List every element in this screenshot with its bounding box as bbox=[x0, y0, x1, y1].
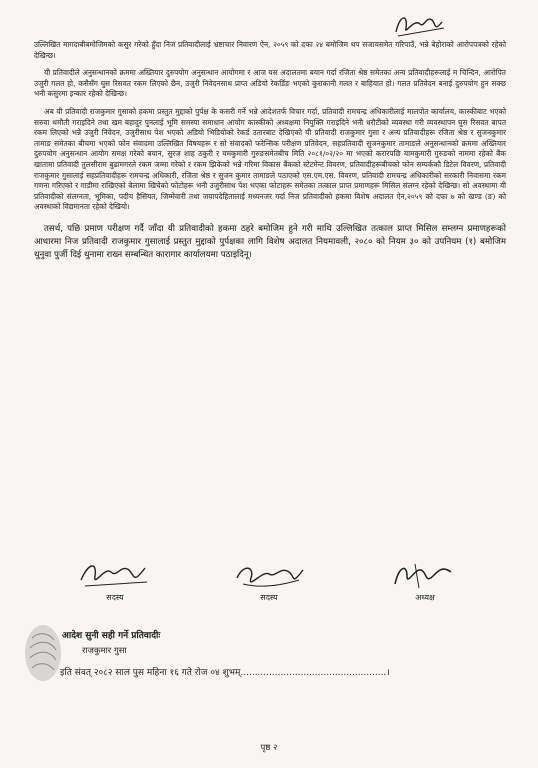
acknowledgement-heading: आदेश सुनी सही गर्ने प्रतिवादीः bbox=[62, 631, 161, 641]
defendant-name: राजकुमार गुसा bbox=[82, 646, 127, 656]
signature-row bbox=[0, 560, 538, 620]
signature-member-left bbox=[70, 560, 160, 603]
handwritten-signature-left bbox=[75, 560, 155, 592]
signature-label-center: सदस्य bbox=[260, 593, 278, 602]
paragraph-3: अब यी प्रतिवादी राजकुमार गुसाको हकमा प्रस्तुत मुद्दाको पुर्पक्ष के कसरी गर्ने भन्ने आदेशतर्फ विचार गर्दा, प्रतिवादी रामचन्द्र अधिकारीलाई मालपोत कार्यालय, कास्कीबाट भएको सरुवा थमौती गराइदिने तथा खम बहादुर पुनलाई भूमि समस्या समाधान आयोग कास्कीको अध्यक्षमा नियुक्ति गराइदिने भनी धरौटीको व्यवस्था गरी व्यवस्थापन घुस रिसवत बापत रकम लिएको भन्ने उजुरी निवेदन, उजुरीसाथ पेश भएको अडियो भिडियोको रेकर्ड उतारबाट देखिएको यी प्रतिवादी राजकुमार गुसा र अन्य प्रतिवादीहरू रजिता श्रेष्ठ र सुजनकुमार तामाङ समेतका बीचमा भएको फोन संवादमा उल्लिखित विषयहरू र सो संवादको फरेन्सिक परीक्षण प्रतिवेदन, सहप्रतिवादी सुजनकुमार तामाङले अनुसन्धानको क्रममा अख्तियार दुरुपयोग अनुसन्धान आयोग समक्ष गरेको बयान, सुरज शाह ठकुरी र यमकुमारी गुरुङसमेतबीच मिति २०८१/०२/२० मा भएको करारपछि यामकुमारी गुरुङको नाममा रहेको बैंक खातामा प्रतिवादी तुलसीराम बुढामगरले रकम जम्मा गरेको र रकम झिकेको भन्ने गरिमा विकास बैंकको स्टेटमेन्ट विवरण, प्रतिवादीहरूबीचको फोन सम्पर्ककौ डिटेल विवरण, प्रतिवादी राजकुमार गुसालाई सहप्रतिवादीहरू रामचन्द्र अधिकारी, रजिता श्रेष्ठ र सुजन कुमार तामाङले पठाएको एस.एम.एस. विवरण, प्रतिवादी रामचन्द्र अधिकारीको सरकारी निवासमा रकम गणना गरिएको र गाडीमा राखिएको बेलामा खिचेको फोटोहरू भनी उजुरीसाथ पेश भएका फोटाहरू समेतका तत्काल प्राप्त प्रमाणहरू मिसिल संलग्न रहेको देखिन्छ। सो अवस्थामा यी प्रतिवादीको संलग्नता, भूमिका, पदीय हैसियत, जिम्मेवारी तथा जयापदेहितालाई मध्यनजर गर्दा निज प्रतिवादीको हकमा विशेष अदालत ऐन,२०५९ को दफा ७ को खण्ड (ङ) को अवस्थाको विद्यमानता रहेको देखियो। bbox=[34, 106, 506, 212]
date-line: इति संवत् २०८२ साल पुस महिना १६ गते रोज ०४ शुभम्...................................................। bbox=[60, 668, 390, 678]
signature-label-left: सदस्य bbox=[106, 593, 124, 602]
handwritten-signature-right bbox=[385, 560, 465, 592]
final-order-paragraph: तसर्थ, पछि प्रमाण परीक्षण गर्दै जाँदा यी प्रतिवादीको हकमा ठहरे बमोजिम हुने गरी माथि उल्लिखित तत्काल प्राप्त मिसिल सम्लग्न प्रमाणहरूको आधारमा निज प्रतिवादी राजकुमार गुसालाई प्रस्तुत मुद्दाको पुर्पक्षका लागि विशेष अदालत नियमावली, २०८० को नियम ३० को उपनियम (१) बमोजिम थुनुवा पुर्जी दिई थुनामा राख्न सम्बन्धित कारागार कार्यालयमा पठाइदिनू। bbox=[34, 223, 506, 260]
signature-chair bbox=[380, 560, 470, 603]
top-signature-mark bbox=[390, 10, 450, 40]
order-body bbox=[34, 40, 506, 268]
handwritten-signature-center bbox=[229, 560, 309, 592]
paragraph-1: उल्लिखित मागदाबीबमोजिमको कसुर गरेको हुँदा निज प्रतिवादीलाई भ्रष्टाचार निवारण ऐन, २०५९ को दफा २४ बमोजिम थप सजायसमेत गरिपाउँ, भन्ने बेहोराको आरोपपत्रको रहेको देखिन्छ। bbox=[34, 40, 506, 60]
paragraph-2: यी प्रतिवादीले अनुसन्धानको क्रममा अख्तियार दुरुपयोग अनुसन्धान आयोगमा र आज यस अदालतमा बयान गर्दा रजिता श्रेष्ठ समेतका अन्य प्रतिवादीहरूलाई म चिन्दिन, आरोपित उजुरी गलत हो, कसैसँग घुस रिसवत रकम लिएको छैन, उजुरी निवेदनसाथ प्राप्त अडियो रेकर्डिङ भएको कुराकानी गलत र बाहियात हो। गलत प्रतिवेदन बनाई दुरुपयोग हुन सक्छ भनी कसुरमा इन्कार रहेको देखिन्छ। bbox=[34, 68, 506, 99]
page-number: पृष्ठ २ bbox=[260, 743, 278, 753]
signature-member-center bbox=[224, 560, 314, 603]
signature-label-right: अध्यक्ष bbox=[415, 593, 435, 602]
